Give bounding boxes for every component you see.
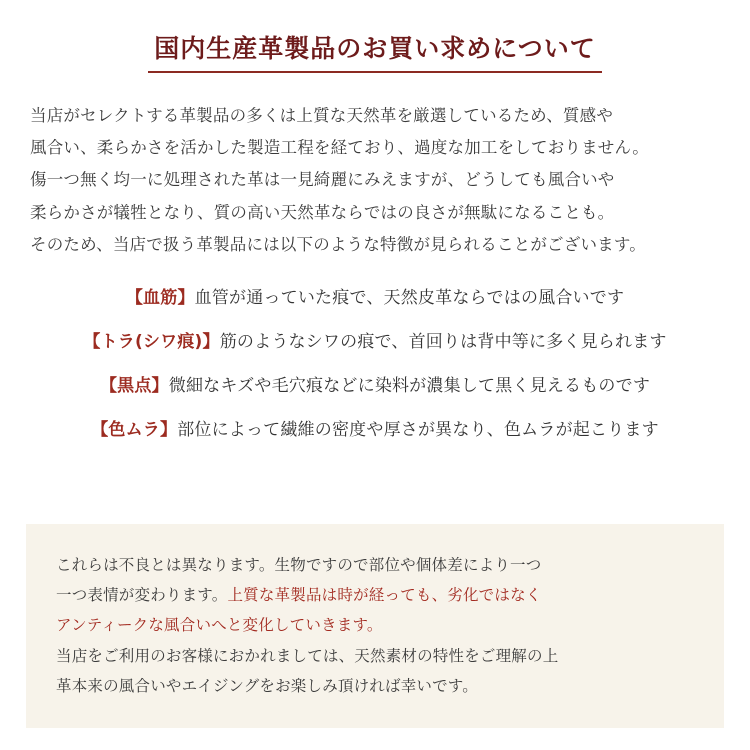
note-line: 当店をご利用のお客様におかれましては、天然素材の特性をご理解の上 <box>56 646 559 665</box>
intro-line: 傷一つ無く均一に処理された革は一見綺麗にみえますが、どうしても風合いや <box>30 170 615 190</box>
note-line-plain: 一つ表情が変わります。 <box>56 586 228 605</box>
page-title: 国内生産革製品のお買い求めについて <box>148 34 602 73</box>
intro-line: 当店がセレクトする革製品の多くは上質な天然革を厳選しているため、質感や <box>30 106 614 125</box>
feature-tag: 【色ムラ】 <box>91 419 178 440</box>
feature-text: 血管が通っていた痕で、天然皮革ならではの風合いです <box>194 287 625 308</box>
note-box <box>26 524 724 728</box>
feature-tag: 【トラ(シワ痕)】 <box>83 331 220 352</box>
feature-tag: 【黒点】 <box>99 375 169 396</box>
list-item <box>28 331 722 354</box>
feature-list <box>26 287 724 442</box>
note-line-highlight: アンティークな風合いへと変化していきます。 <box>56 616 383 635</box>
note-line: 革本来の風合いやエイジングをお楽しみ頂ければ幸いです。 <box>56 676 478 695</box>
note-line: これらは不良とは異なります。生物ですので部位や個体差により一つ <box>56 556 542 574</box>
note-line <box>56 580 694 610</box>
feature-text: 部位によって繊維の密度や厚さが異なり、色ムラが起こります <box>177 419 659 440</box>
intro-line: そのため、当店で扱う革製品には以下のような特徴が見られることがございます。 <box>30 234 646 254</box>
feature-tag: 【血筋】 <box>125 287 195 308</box>
list-item <box>28 287 722 310</box>
feature-text: 筋のようなシワの痕で、首回りは背中等に多く見られます <box>219 331 667 352</box>
title-container <box>26 0 724 73</box>
intro-line: 風合い、柔らかさを活かした製造工程を経ており、過度な加工をしておりません。 <box>30 138 649 158</box>
intro-line: 柔らかさが犠牲となり、質の高い天然革ならではの良さが無駄になることも。 <box>30 202 615 222</box>
list-item <box>28 375 722 398</box>
note-line-highlight: 上質な革製品は時が経っても、劣化ではなく <box>227 586 542 605</box>
feature-text: 微細なキズや毛穴痕などに染料が濃集して黒く見えるものです <box>168 375 651 396</box>
list-item <box>28 419 722 442</box>
intro-paragraph <box>26 100 724 261</box>
